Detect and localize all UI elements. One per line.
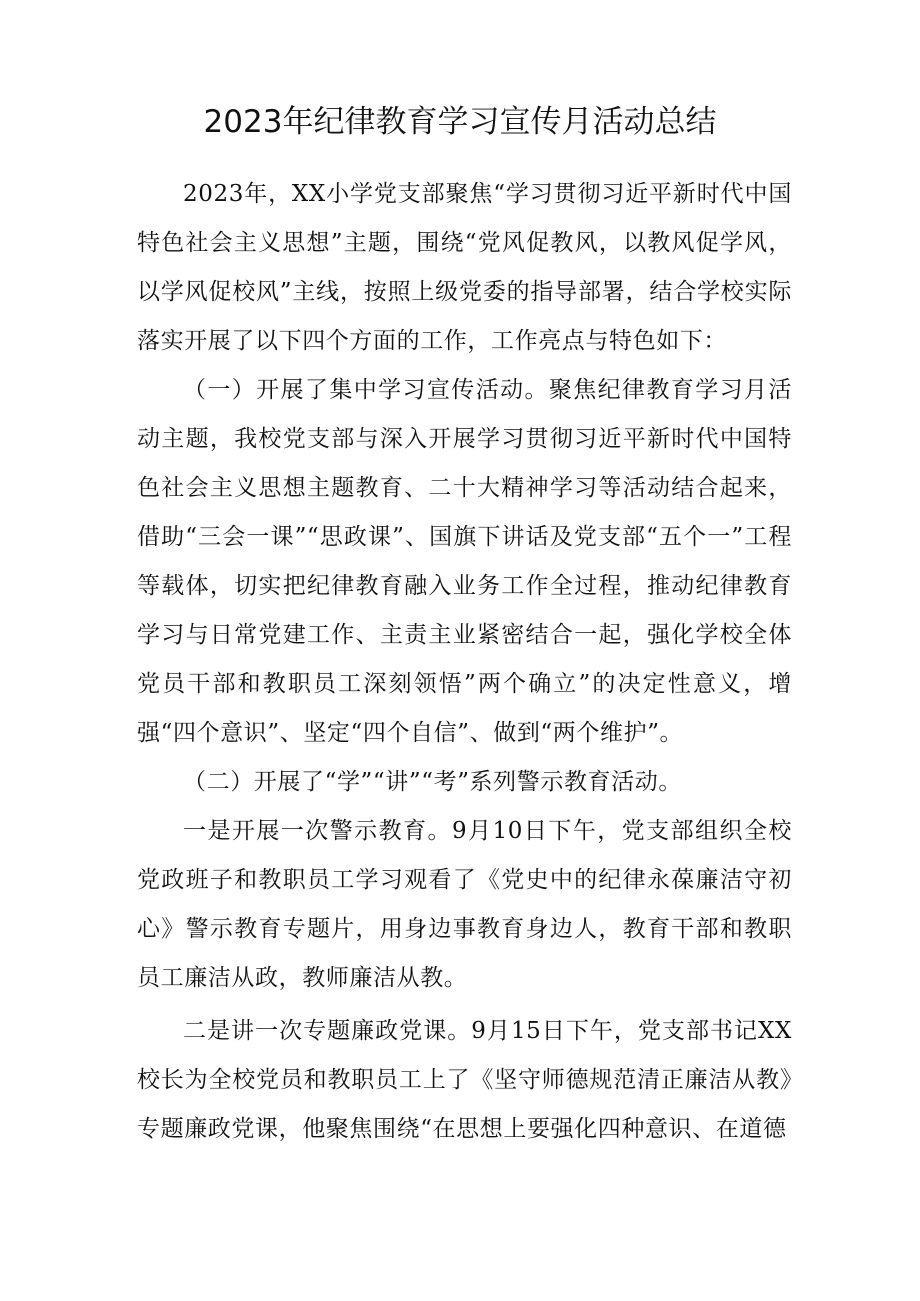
document-title: 2023年纪律教育学习宣传月活动总结 — [203, 104, 717, 140]
paragraph-item-1: 一是开展一次警示教育。9月10日下午，党支部组织全校党政班子和教职员工学习观看了《党史中的纪律永葆廉洁守初心》警示教育专题片，用身边事教育身边人，教育干部和教职员工廉洁从政，教师廉洁从教。 — [137, 818, 792, 991]
document-body — [137, 170, 792, 1154]
paragraph-intro: 2023年，XX小学党支部聚焦“学习贯彻习近平新时代中国特色社会主义思想”主题，围绕“党风促教风，以教风促学风，以学风促校风”主线，按照上级党委的指导部署，结合学校实际落实开展了以下四个方面的工作，工作亮点与特色如下： — [137, 181, 792, 354]
paragraph-section-2-heading: （二）开展了“学”“讲”“考”系列警示教育活动。 — [183, 769, 682, 795]
paragraph-item-2: 二是讲一次专题廉政党课。9月15日下午，党支部书记XX校长为全校党员和教职员工上了《坚守师德规范清正廉洁从教》专题廉政党课，他聚焦围绕“在思想上要强化四种意识、在道德 — [137, 1018, 792, 1142]
paragraph-section-1: （一）开展了集中学习宣传活动。聚焦纪律教育学习月活动主题，我校党支部与深入开展学习贯彻习近平新时代中国特色社会主义思想主题教育、二十大精神学习等活动结合起来，借助“三会一课”“思政课”、国旗下讲话及党支部“五个一”工程等载体，切实把纪律教育融入业务工作全过程，推动纪律教育学习与日常党建工作、主责主业紧密结合一起，强化学校全体党员干部和教职员工深刻领悟”两个确立”的决定性意义，增强“四个意识”、坚定“四个自信”、做到“两个维护”。 — [137, 377, 792, 746]
